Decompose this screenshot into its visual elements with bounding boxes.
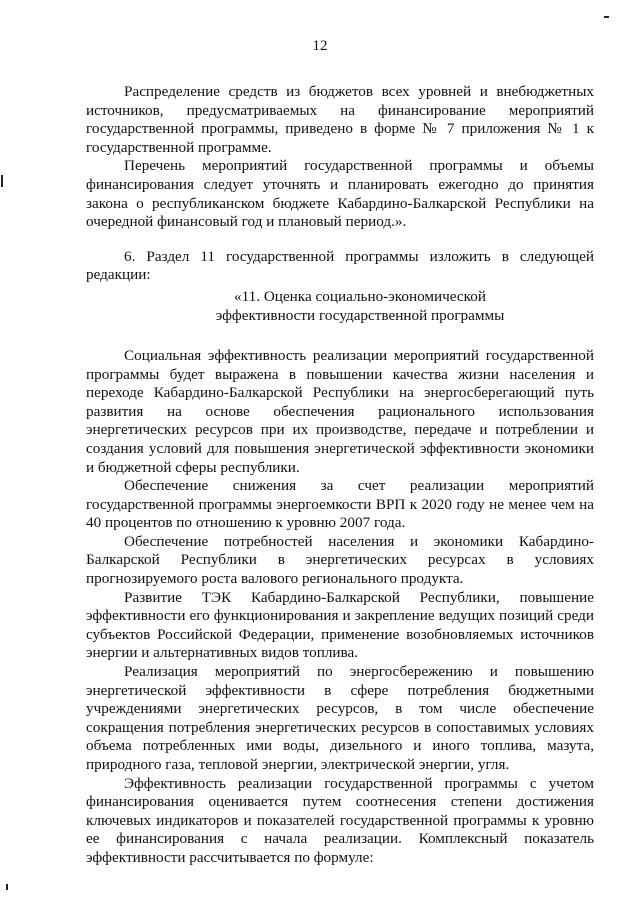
document-body xyxy=(86,83,594,868)
paragraph-fuel-energy-complex: Развитие ТЭК Кабардино-Балкарской Республики, повышение эффективности его функционирования и закрепление ведущих позиций среди субъектов Российской Федерации, применение возобновляемых источников энергии и альтернативных видов топлива. xyxy=(86,588,594,662)
section-title-line-1: «11. Оценка социально-экономической xyxy=(234,287,486,305)
section-title-line-2: эффективности государственной программы xyxy=(215,306,505,324)
paragraph-activities-list: Перечень мероприятий государственной программы и объемы финансирования следует уточнять и планировать ежегодно до принятия закона о республиканском бюджете Кабардино-Балкарской Республики на очередной финансовый год и плановый период.». xyxy=(86,157,594,231)
scan-mark-top-right xyxy=(604,16,609,18)
scan-mark-left xyxy=(1,175,3,187)
paragraph-social-efficiency: Социальная эффективность реализации мероприятий государственной программы будет выражена в повышении качества жизни населения и переходе Кабардино-Балкарской Республики на энергосберегающий путь развития на основе обеспечения рационального использования энергетических ресурсов при их производстве, передаче и потреблении и создания условий для повышения энергетической эффективности экономики и бюджетной сферы республики. xyxy=(86,346,594,476)
paragraph-energy-needs: Обеспечение потребностей населения и экономики Кабардино-Балкарской Республики в энергетических ресурсах в условиях прогнозируемого роста валового регионального продукта. xyxy=(86,532,594,588)
page-number: 12 xyxy=(312,38,328,54)
paragraph-section-amendment: 6. Раздел 11 государственной программы изложить в следующей редакции: xyxy=(86,247,594,284)
section-title xyxy=(86,287,594,325)
paragraph-budget-distribution: Распределение средств из бюджетов всех уровней и внебюджетных источников, предусматриваемых на финансирование мероприятий государственной программы, приведено в форме № 7 приложения № 1 к государственной программе. xyxy=(86,83,594,156)
scan-mark-bottom-left xyxy=(6,884,8,890)
paragraph-efficiency-formula-intro: Эффективность реализации государственной программы с учетом финансирования оценивается путем соотнесения степени достижения ключевых индикаторов и показателей государственной программы к уровню ее финансирования с начала реализации. Комплексный показатель эффективности рассчитывается по формуле: xyxy=(86,774,594,866)
paragraph-budget-institutions: Реализация мероприятий по энергосбережению и повышению энергетической эффективности в сфере потребления бюджетными учреждениями энергетических ресурсов, в том числе обеспечение сокращения потребления энергетических ресурсов в сопоставимых условиях объема потребленных ими воды, дизельного и иного топлива, мазута, природного газа, тепловой энергии, электрической энергии, угля. xyxy=(86,663,594,773)
paragraph-energy-intensity: Обеспечение снижения за счет реализации мероприятий государственной программы энергоемкости ВРП к 2020 году не менее чем на 40 процентов по отношению к уровню 2007 года. xyxy=(86,477,594,532)
